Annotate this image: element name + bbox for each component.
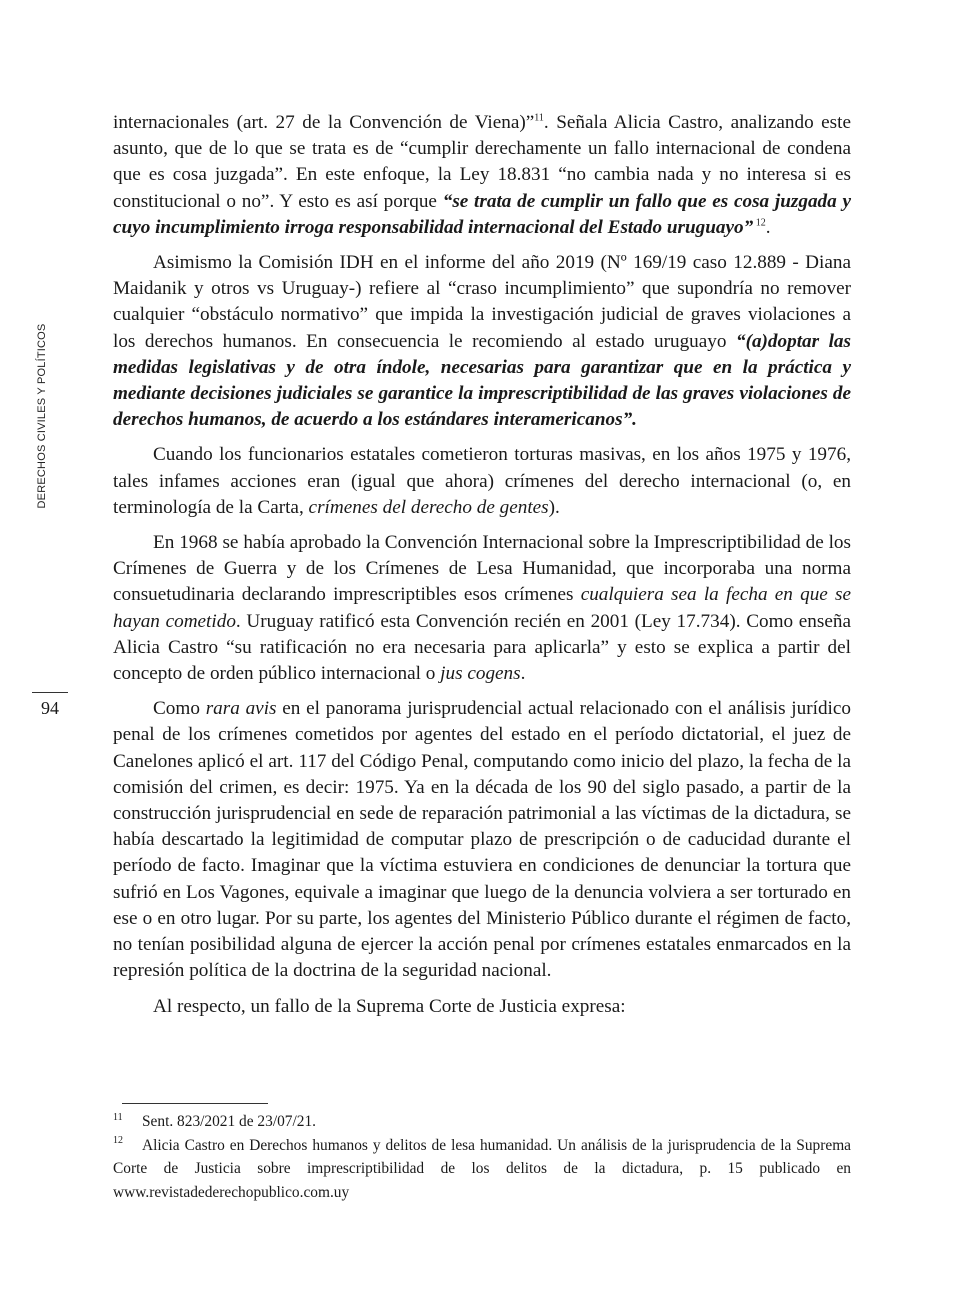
paragraph-text: . <box>520 663 526 685</box>
footnote-ref-12: 12 <box>753 217 766 229</box>
section-title-text: DERECHOS CIVILES Y POLÍTICOS <box>36 323 48 509</box>
paragraph-text: ). <box>548 496 560 518</box>
italic-phrase: rara avis <box>205 698 277 720</box>
italic-phrase: jus cogens <box>440 663 521 685</box>
paragraph-text: En 1968 se había aprobado la Convención Internacional sobre la Imprescriptibilidad de los Crímenes de Guerra y de los Crímenes de Lesa Humanidad, que incorporaba una norma consuetudinaria declarando imprescriptibles esos crímenes <box>113 532 851 606</box>
paragraph-text: . Uruguay ratificó esta Convención recién en 2001 (Ley 17.734). Como enseña Alicia Castro “su ratificación no era necesaria para aplicarla” y esto se explica a partir del concepto de orden público internacional o <box>113 610 851 685</box>
paragraph-text: Cuando los funcionarios estatales cometieron torturas masivas, en los años 1975 y 1976, tales infames acciones eran (igual que ahora) crímenes del derecho internacional (o, en terminología de la Carta, <box>113 444 851 518</box>
italic-phrase: cualquiera sea la fecha en que se hayan cometido <box>113 584 852 632</box>
paragraph-text: Como <box>153 698 206 720</box>
paragraph-text: Asimismo la Comisión IDH en el informe del año 2019 (Nº 169/19 caso 12.889 - Diana Maidanik y otros vs Uruguay-) refiere al “craso incumplimiento” que supondría no remover cualquier “obstáculo normativo” que impida la investigación judicial de graves violaciones a los derechos humanos. En consecuencia le recomiendo al estado uruguayo <box>113 252 851 352</box>
footnote-11: 11 Sent. 823/2021 de 23/07/21. <box>113 1111 316 1130</box>
paragraph-4 <box>113 530 851 687</box>
page-number-rule <box>32 692 68 693</box>
footnote-text: Alicia Castro en Derechos humanos y delitos de lesa humanidad. Un análisis de la jurisprudencia de la Suprema Corte de Justicia sobre imprescriptibilidad de los delitos de la dictadura, p. 15 publicado en www.revistadederechopublico.com.uy <box>113 1136 851 1201</box>
footnotes <box>113 1110 851 1204</box>
paragraph-6: Al respecto, un fallo de la Suprema Corte de Justicia expresa: <box>153 995 626 1017</box>
italic-phrase: crímenes del derecho de gentes <box>308 496 549 518</box>
paragraph-text: . Señala Alicia Castro, analizando este asunto, que de lo que se trata es de “cumplir derechamente un fallo internacional de condena que es cosa juzgada”. En este enfoque, la Ley 18.831 “no cambia nada y no interesa si es constitucional o no”. Y esto es así porque <box>113 112 851 212</box>
paragraph-1 <box>113 110 851 241</box>
paragraph-text: . <box>765 216 771 238</box>
paragraph-5 <box>113 696 851 984</box>
footnote-text: Sent. 823/2021 de 23/07/21. <box>142 1113 316 1130</box>
page-number: 94 <box>41 698 59 718</box>
footnote-12: 12 Alicia Castro en Derechos humanos y delitos de lesa humanidad. Un análisis de la jurisprudencia de la Suprema Corte de Justicia sobre imprescriptibilidad de los delitos de la dictadura, p. 15 publicado en www.revistadederechopublico.com.uy <box>113 1135 851 1201</box>
paragraph-3 <box>113 442 851 521</box>
paragraph-2 <box>113 250 851 433</box>
footnote-ref-11: 11 <box>534 112 544 124</box>
running-section-title <box>36 316 48 516</box>
footnote-rule <box>122 1103 268 1104</box>
emphasized-quote: “se trata de cumplir un fallo que es cosa juzgada y cuyo incumplimiento irroga responsabilidad internacional del Estado uruguayo” <box>113 190 852 238</box>
paragraph-text: en el panorama jurisprudencial actual relacionado con el análisis jurídico penal de los crímenes cometidos por agentes del estado en el período dictatorial, el juez de Canelones aplicó el art. 117 del Código Penal, computando como inicio del plazo, la fecha de la comisión del crimen, es decir: 1975. Ya en la década de los 90 del siglo pasado, a partir de la construcción jurisprudencial en sede de reparación patrimonial a las víctimas de la dictadura, se había descartado la legitimidad de computar plazo de prescripción o de caducidad durante el período de facto. Imaginar que la víctima estuviera en condiciones de denunciar la tortura que sufrió en Los Vagones, equivale a imaginar que luego de la denuncia volviera a ser torturado en ese o en otro lugar. Por su parte, los agentes del Ministerio Público durante el régimen de facto, no tenían posibilidad alguna de ejercer la acción penal por crímenes estatales enmarcados en la represión política de la doctrina de la seguridad nacional. <box>113 698 851 982</box>
paragraph-text: internacionales (art. 27 de la Convención de Viena)” <box>113 112 535 133</box>
emphasized-quote: “(a)doptar las medidas legislativas y de otra índole, necesarias para garantizar que en la práctica y mediante decisiones judiciales se garantice la imprescriptibilidad de las graves violaciones de derechos humanos, de acuerdo a los estándares interamericanos”. <box>113 330 851 431</box>
body-text <box>113 110 851 1029</box>
